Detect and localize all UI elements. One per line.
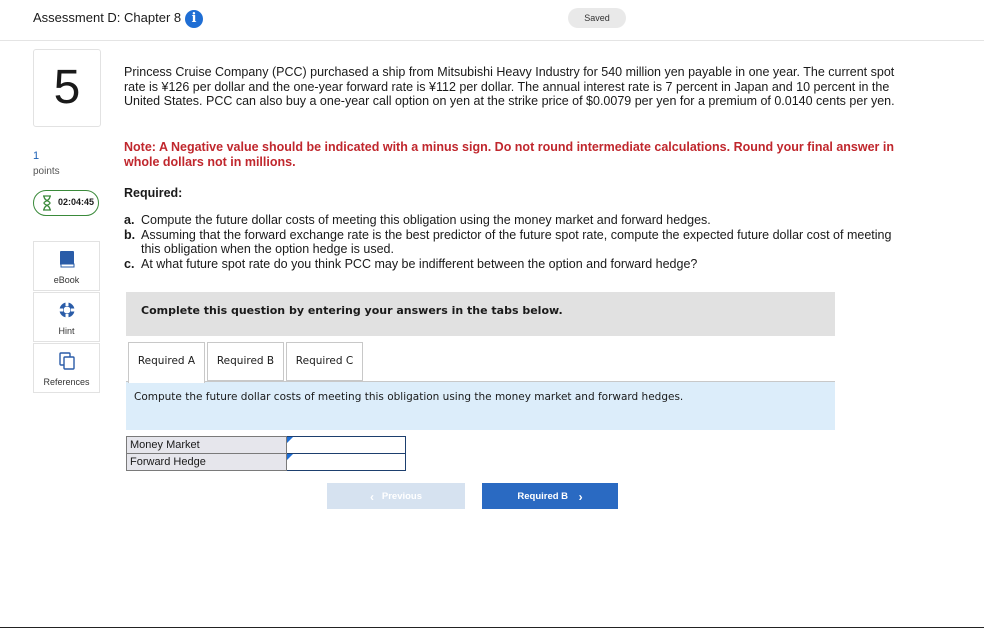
requirement-text: Assuming that the forward exchange rate is the best predictor of the future spot rate, compute the expected future dollar cost of meeting this obligation when the option hedge is used. <box>141 227 892 256</box>
next-required-b-button[interactable] <box>482 483 618 509</box>
timer-text: 02:04:45 <box>58 197 95 207</box>
hint-label: Hint <box>58 326 75 336</box>
ebook-label: eBook <box>53 275 80 285</box>
ebook-button[interactable] <box>33 241 100 291</box>
tab-required-b[interactable]: Required B <box>207 342 284 381</box>
timer[interactable] <box>33 190 99 216</box>
previous-button[interactable] <box>327 483 465 509</box>
points-value: 1 <box>33 150 40 162</box>
requirement-letter: b. <box>124 227 136 242</box>
requirement-item <box>124 257 914 272</box>
next-label: Required B <box>517 491 569 502</box>
note-text: Note: A Negative value should be indicated with a minus sign. Do not round intermediate calculations. Round your final answer in whole dollars not in millions. <box>124 140 895 169</box>
answer-table <box>126 436 406 471</box>
requirement-item <box>124 228 914 257</box>
hint-button[interactable] <box>33 292 100 342</box>
documents-icon <box>58 352 76 370</box>
question-number: 5 <box>33 49 101 127</box>
assessment-title: Assessment D: Chapter 8 <box>33 10 182 25</box>
forward-hedge-cell <box>287 454 406 471</box>
row-label-forward-hedge: Forward Hedge <box>127 454 287 471</box>
book-icon <box>58 250 76 268</box>
tab-panel-instruction: Compute the future dollar costs of meeting this obligation using the money market and forward hedges. <box>126 382 835 430</box>
question-text: Princess Cruise Company (PCC) purchased a ship from Mitsubishi Heavy Industry for 540 million yen payable in one year. The current spot rate is ¥126 per dollar and the one-year forward rate is ¥112 per dollar. The annual interest rate is 7 percent in Japan and 10 percent in the United States. PCC can also buy a one-year call option on yen at the strike price of $0.0079 per yen for a premium of 0.0140 cents per yen. <box>124 65 895 108</box>
input-marker <box>287 454 293 460</box>
previous-label: Previous <box>381 491 423 502</box>
requirement-letter: c. <box>124 256 135 271</box>
chevron-left-icon: ‹ <box>369 490 374 504</box>
row-label-money-market: Money Market <box>127 437 287 454</box>
points-label: points <box>33 166 60 177</box>
tab-required-c[interactable]: Required C <box>286 342 363 381</box>
tab-required-a[interactable]: Required A <box>128 342 205 383</box>
instructions-banner: Complete this question by entering your answers in the tabs below. <box>126 292 835 336</box>
requirement-item <box>124 213 914 228</box>
requirement-text: Compute the future dollar costs of meeting this obligation using the money market and forward hedges. <box>141 213 711 227</box>
references-button[interactable] <box>33 343 100 393</box>
info-icon[interactable]: i <box>185 10 203 28</box>
forward-hedge-input[interactable] <box>287 454 405 470</box>
table-row <box>127 437 406 454</box>
chevron-right-icon: › <box>578 490 583 504</box>
money-market-cell <box>287 437 406 454</box>
required-heading: Required: <box>124 186 183 200</box>
requirements-list <box>124 213 914 271</box>
top-bar <box>0 0 984 41</box>
money-market-input[interactable] <box>287 437 405 453</box>
hourglass-icon <box>42 195 52 211</box>
requirement-text: At what future spot rate do you think PCC may be indifferent between the option and forward hedge? <box>141 256 698 271</box>
table-row <box>127 454 406 471</box>
saved-status-badge: Saved <box>568 8 626 28</box>
input-marker <box>287 437 293 443</box>
requirement-letter: a. <box>124 213 135 227</box>
references-label: References <box>43 377 90 387</box>
lifebuoy-icon <box>58 301 76 319</box>
